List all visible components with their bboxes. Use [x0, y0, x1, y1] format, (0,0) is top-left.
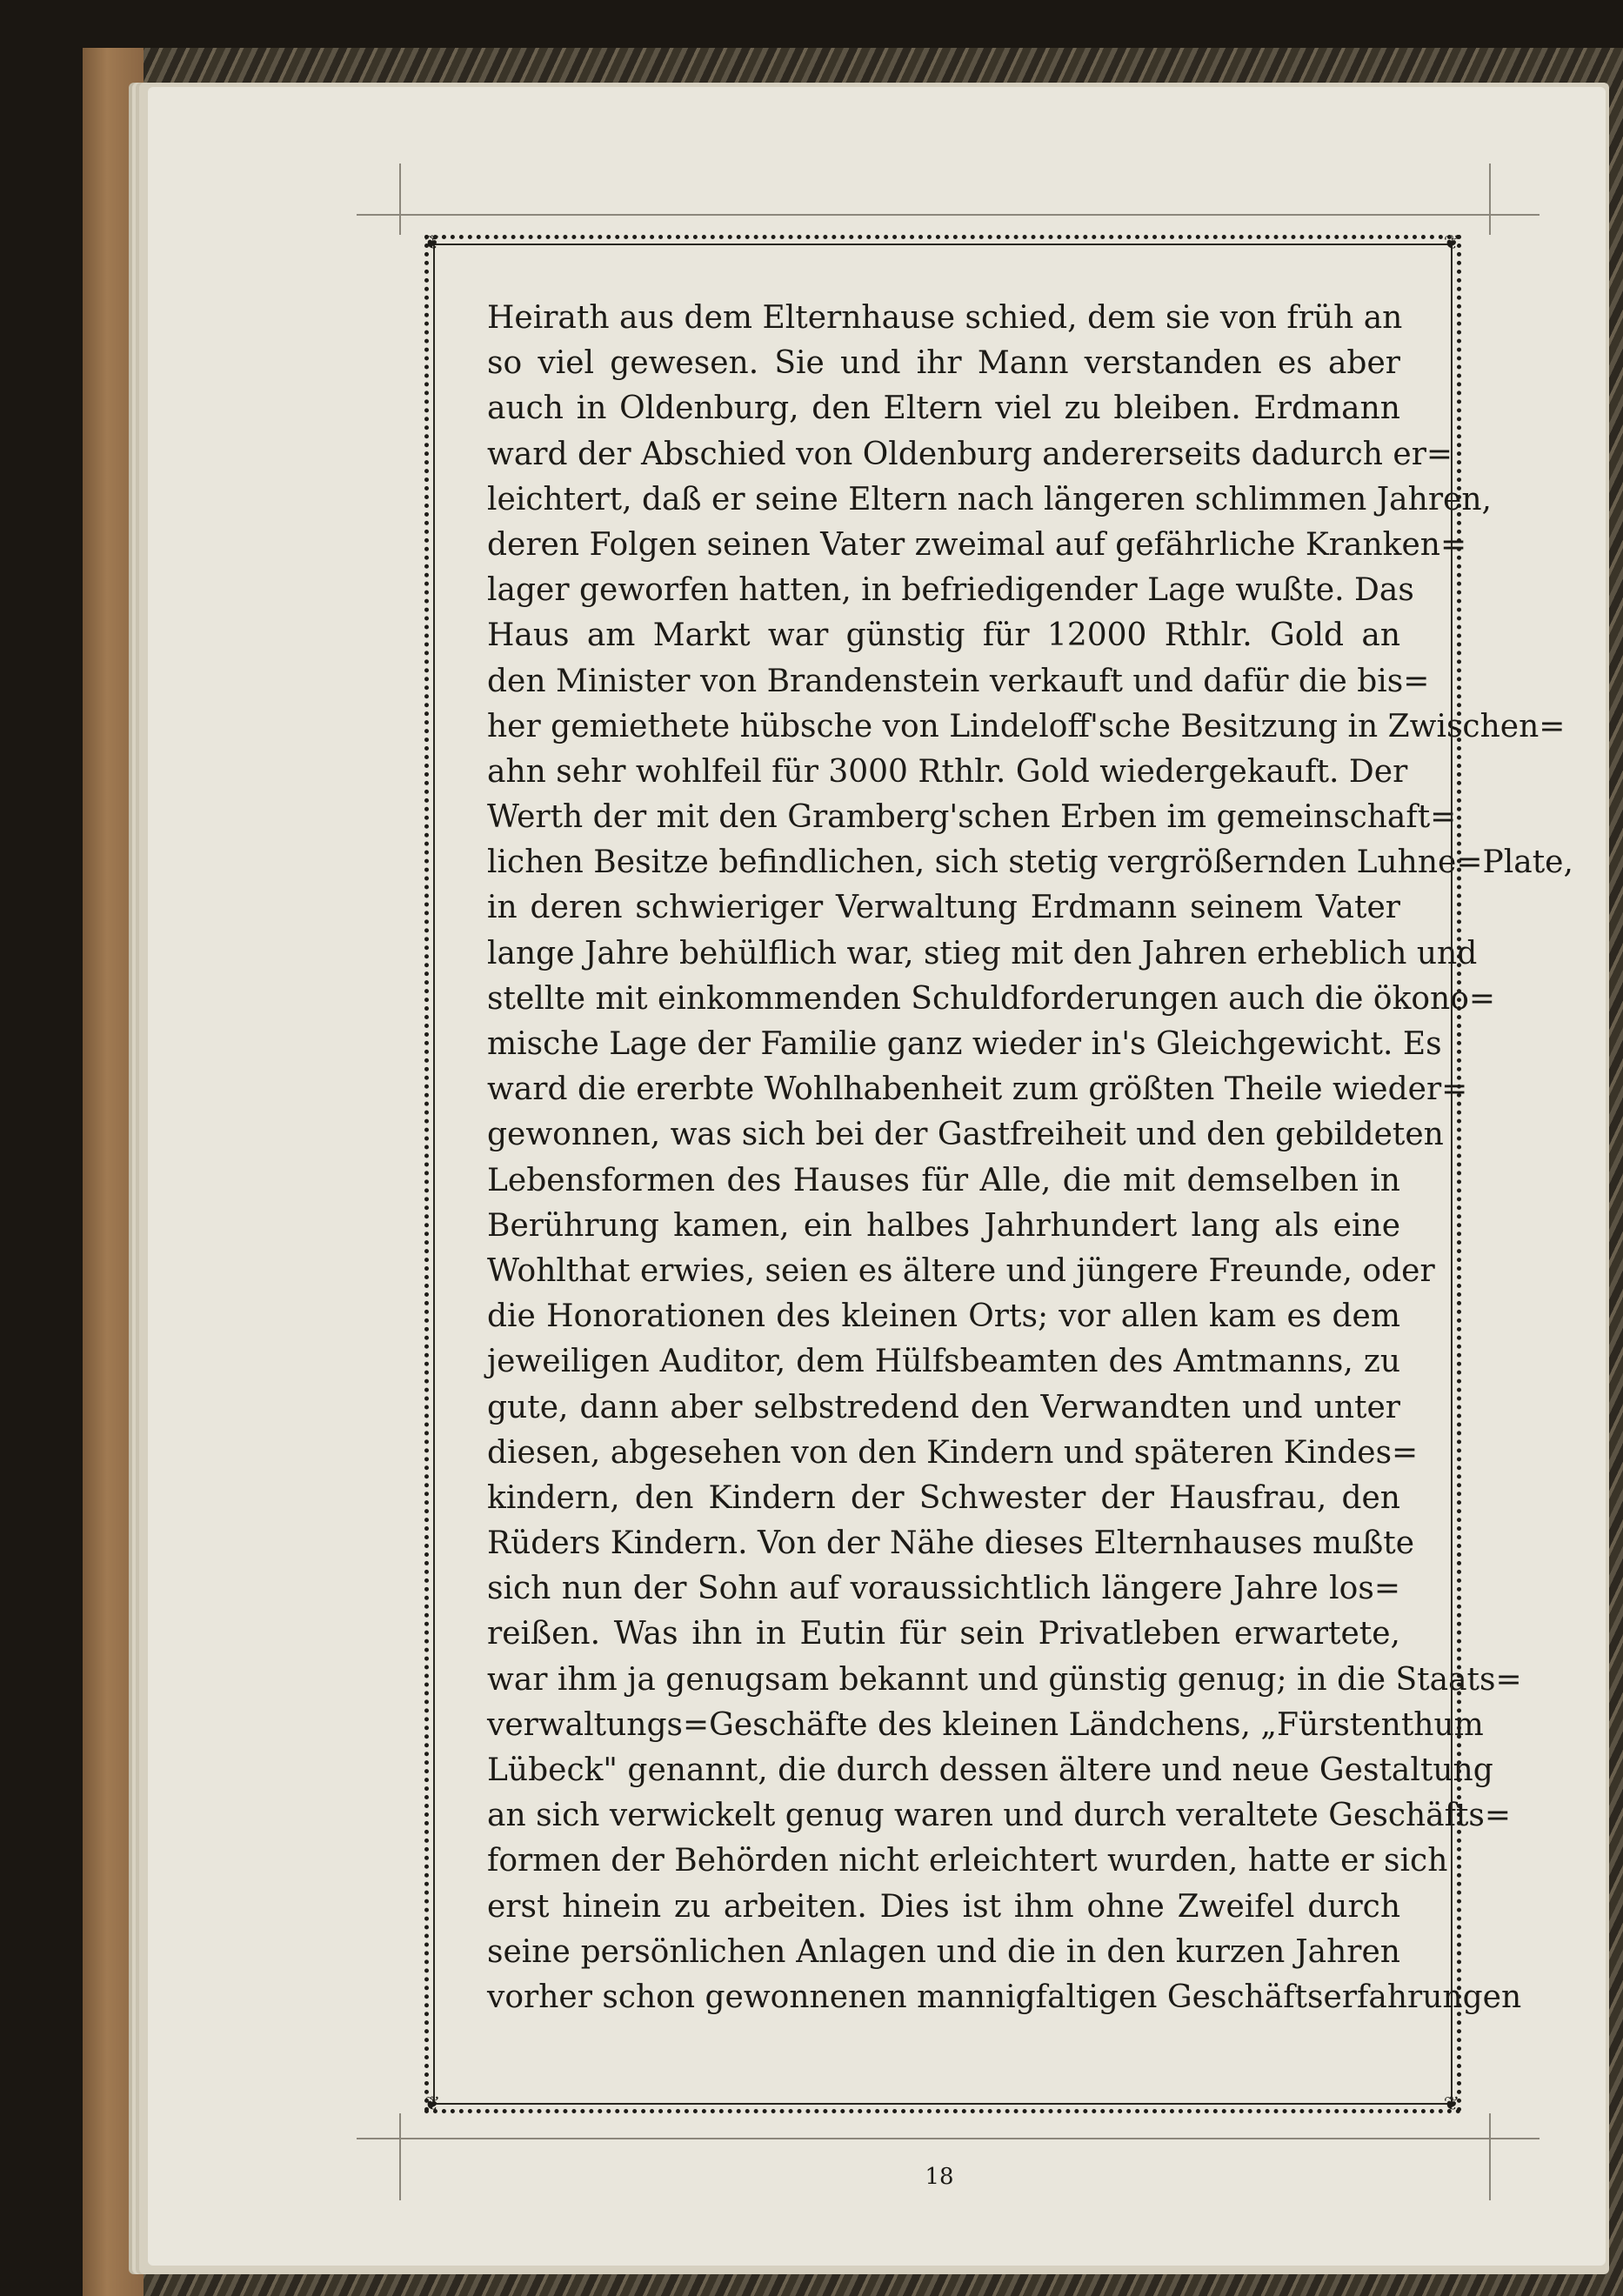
text-line: Haus am Markt war günstig für 12000 Rthlr. Gold an — [487, 617, 1400, 654]
text-line: vorher schon gewonnenen mannigfaltigen Geschäftserfahrungen — [487, 1979, 1522, 2015]
corner-ornament-icon: ❦ — [424, 2093, 441, 2115]
text-line: sich nun der Sohn auf voraussichtlich längere Jahre los= — [487, 1571, 1400, 1607]
text-line: verwaltungs=Geschäfte des kleinen Ländchens, „Fürstenthum — [487, 1706, 1484, 1743]
text-line: lange Jahre behülflich war, stieg mit den Jahren erheblich und — [487, 935, 1478, 971]
text-line: in deren schwieriger Verwaltung Erdmann seinem Vater — [487, 890, 1400, 926]
corner-ornament-icon: ❦ — [424, 232, 441, 254]
text-line: ahn sehr wohlfeil für 3000 Rthlr. Gold wiedergekauft. Der — [487, 753, 1408, 790]
text-line: an sich verwickelt genug waren und durch veraltete Geschäfts= — [487, 1798, 1512, 1834]
text-line: diesen, abgesehen von den Kindern und späteren Kindes= — [487, 1434, 1419, 1471]
text-line: erst hinein zu arbeiten. Dies ist ihm ohne Zweifel durch — [487, 1888, 1400, 1925]
text-line: seine persönlichen Anlagen und die in den kurzen Jahren — [487, 1933, 1400, 1970]
text-line: war ihm ja genugsam bekannt und günstig genug; in die Staats= — [487, 1661, 1522, 1698]
body-text — [487, 296, 1573, 2020]
bottom-rule — [357, 2138, 1540, 2139]
text-line: leichtert, daß er seine Eltern nach längeren schlimmen Jahren, — [487, 481, 1492, 517]
text-line: auch in Oldenburg, den Eltern viel zu bleiben. Erdmann — [487, 390, 1400, 427]
text-line: formen der Behörden nicht erleichtert wurden, hatte er sich — [487, 1843, 1448, 1879]
text-line: Heirath aus dem Elternhause schied, dem sie von früh an — [487, 300, 1403, 336]
right-rule-top — [1489, 164, 1491, 235]
text-line: stellte mit einkommenden Schuldforderungen auch die ökono= — [487, 980, 1496, 1017]
text-line: Wohlthat erwies, seien es ältere und jüngere Freunde, oder — [487, 1252, 1435, 1289]
top-rule — [357, 214, 1540, 216]
text-line: so viel gewesen. Sie und ihr Mann verstanden es aber — [487, 345, 1400, 382]
corner-ornament-icon: ❦ — [1443, 232, 1460, 254]
left-rule-bottom — [399, 2113, 401, 2200]
corner-ornament-icon: ❦ — [1443, 2093, 1460, 2115]
text-line: mische Lage der Familie ganz wieder in's Gleichgewicht. Es — [487, 1026, 1442, 1062]
page-number: 18 — [925, 2164, 954, 2190]
text-line: kindern, den Kindern der Schwester der Hausfrau, den — [487, 1479, 1400, 1516]
text-line: reißen. Was ihn in Eutin für sein Privatleben erwartete, — [487, 1616, 1400, 1652]
text-line: ward die ererbte Wohlhabenheit zum größten Theile wieder= — [487, 1071, 1468, 1108]
text-line: lichen Besitze befindlichen, sich stetig vergrößernden Luhne=Plate, — [487, 844, 1573, 881]
right-rule-bottom — [1489, 2113, 1491, 2200]
book-spine-edge — [83, 48, 144, 2296]
text-line: die Honorationen des kleinen Orts; vor allen kam es dem — [487, 1298, 1400, 1335]
text-line: gewonnen, was sich bei der Gastfreiheit und den gebildeten — [487, 1117, 1444, 1153]
text-line: Rüders Kindern. Von der Nähe dieses Elternhauses mußte — [487, 1525, 1415, 1562]
text-line: Werth der mit den Gramberg'schen Erben im gemeinschaft= — [487, 799, 1457, 836]
text-line: deren Folgen seinen Vater zweimal auf gefährliche Kranken= — [487, 526, 1467, 563]
left-rule-top — [399, 164, 401, 235]
text-line: den Minister von Brandenstein verkauft und dafür die bis= — [487, 663, 1430, 699]
text-line: her gemiethete hübsche von Lindeloff'sche Besitzung in Zwischen= — [487, 708, 1566, 744]
text-line: ward der Abschied von Oldenburg andererseits dadurch er= — [487, 436, 1453, 472]
text-line: jeweiligen Auditor, dem Hülfsbeamten des Amtmanns, zu — [487, 1344, 1400, 1380]
text-line: lager geworfen hatten, in befriedigender Lage wußte. Das — [487, 572, 1414, 609]
text-line: gute, dann aber selbstredend den Verwandten und unter — [487, 1389, 1400, 1425]
text-line: Berührung kamen, ein halbes Jahrhundert lang als eine — [487, 1207, 1400, 1244]
text-line: Lebensformen des Hauses für Alle, die mit demselben in — [487, 1162, 1400, 1198]
text-line: Lübeck" genannt, die durch dessen ältere und neue Gestaltung — [487, 1752, 1493, 1788]
